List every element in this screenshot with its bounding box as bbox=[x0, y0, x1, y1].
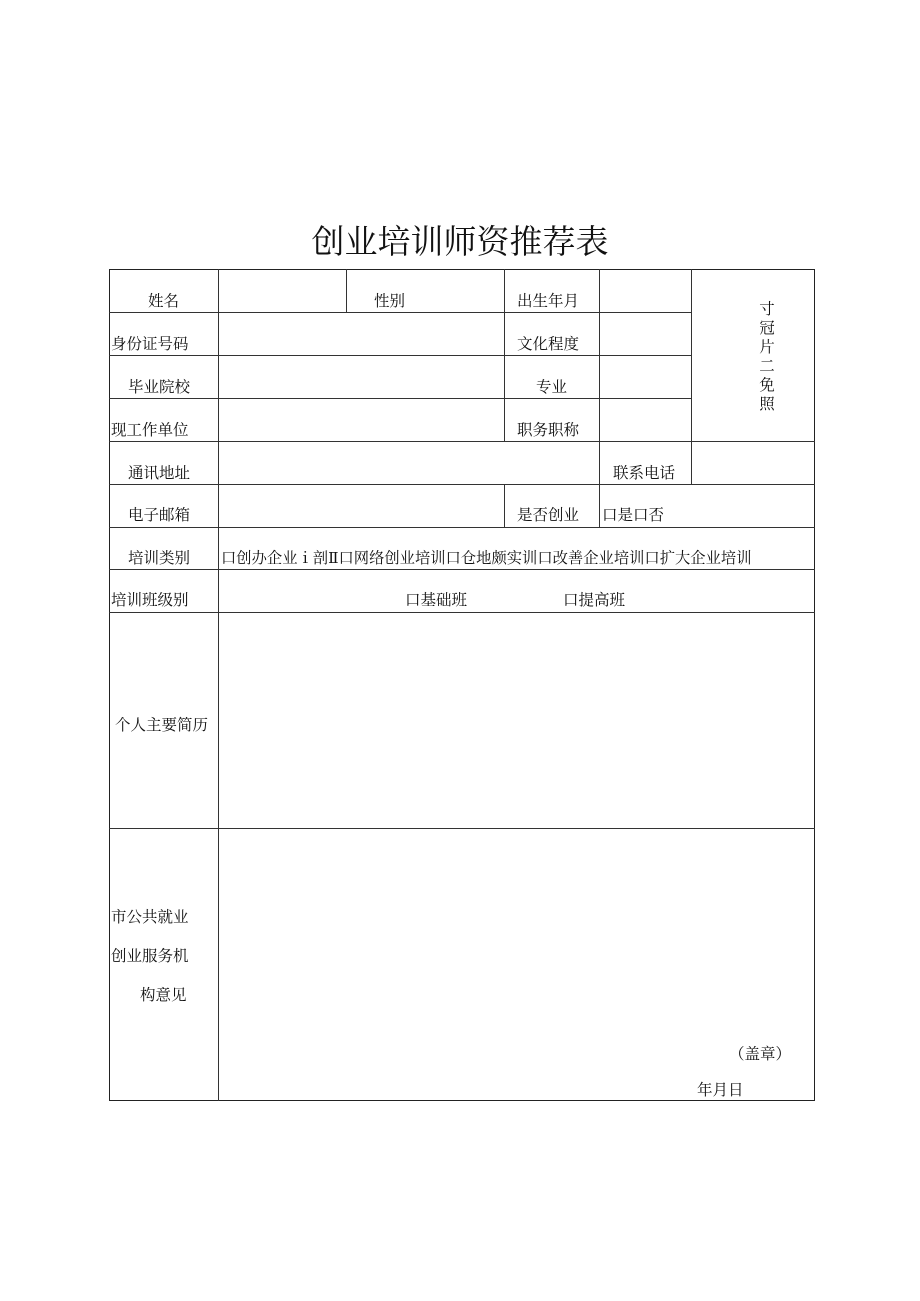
training-type-checkboxes[interactable]: 口创办企业ｉ剖Ⅱ口网络创业培训口仓地颇实训口改善企业培训口扩大企业培训 bbox=[221, 549, 752, 567]
basic-class-checkbox[interactable]: 口基础班 bbox=[405, 591, 468, 609]
label-work-unit: 现工作单位 bbox=[111, 421, 189, 439]
opinion-field[interactable] bbox=[219, 829, 814, 1100]
label-opinion-line2: 创业服务机 bbox=[111, 947, 189, 965]
label-position-title: 职务职称 bbox=[517, 421, 580, 439]
label-class-level: 培训班级别 bbox=[111, 591, 189, 609]
photo-text: 片 bbox=[759, 338, 775, 356]
label-email: 电子邮箱 bbox=[128, 506, 191, 524]
photo-text: 二 bbox=[759, 357, 775, 375]
name-field[interactable] bbox=[219, 270, 345, 312]
label-phone: 联系电话 bbox=[613, 464, 676, 482]
page-title: 创业培训师资推荐表 bbox=[311, 222, 609, 261]
label-birth: 出生年月 bbox=[517, 292, 580, 310]
label-id-number: 身份证号码 bbox=[111, 335, 189, 353]
school-field[interactable] bbox=[219, 356, 504, 398]
major-field[interactable] bbox=[600, 356, 691, 398]
advanced-class-checkbox[interactable]: 口提高班 bbox=[563, 591, 626, 609]
label-is-entrepreneur: 是否创业 bbox=[517, 506, 580, 524]
resume-field[interactable] bbox=[219, 613, 814, 828]
photo-text: 免 bbox=[759, 376, 775, 394]
photo-text: 照 bbox=[759, 395, 775, 413]
column-divider bbox=[504, 484, 505, 527]
id-number-field[interactable] bbox=[219, 313, 504, 355]
email-field[interactable] bbox=[219, 485, 504, 527]
photo-text: 寸 bbox=[759, 300, 775, 318]
position-title-field[interactable] bbox=[600, 399, 691, 441]
seal-label: （盖章） bbox=[729, 1045, 792, 1063]
photo-text: 冠 bbox=[759, 319, 775, 337]
birth-field[interactable] bbox=[600, 270, 691, 312]
label-opinion-line3: 构意见 bbox=[140, 986, 187, 1004]
gender-field[interactable] bbox=[347, 290, 504, 312]
education-field[interactable] bbox=[600, 313, 691, 355]
photo-placeholder bbox=[752, 300, 782, 414]
entrepreneur-yes-no-checkbox[interactable]: 口是口否 bbox=[602, 506, 665, 524]
label-training-type: 培训类别 bbox=[128, 549, 191, 567]
label-name: 姓名 bbox=[147, 292, 179, 310]
label-major: 专业 bbox=[536, 378, 568, 396]
label-opinion-line1: 市公共就业 bbox=[111, 908, 189, 926]
label-resume: 个人主要简历 bbox=[115, 716, 209, 734]
label-school: 毕业院校 bbox=[128, 378, 191, 396]
label-address: 通讯地址 bbox=[128, 464, 191, 482]
row-divider bbox=[109, 527, 815, 528]
phone-field[interactable] bbox=[692, 442, 814, 484]
label-education: 文化程度 bbox=[517, 335, 580, 353]
work-unit-field[interactable] bbox=[219, 399, 504, 441]
date-label: 年月日 bbox=[697, 1081, 744, 1099]
column-divider bbox=[504, 269, 505, 441]
label-gender: 性别 bbox=[374, 292, 406, 310]
row-divider bbox=[109, 569, 815, 570]
address-field[interactable] bbox=[219, 442, 599, 484]
